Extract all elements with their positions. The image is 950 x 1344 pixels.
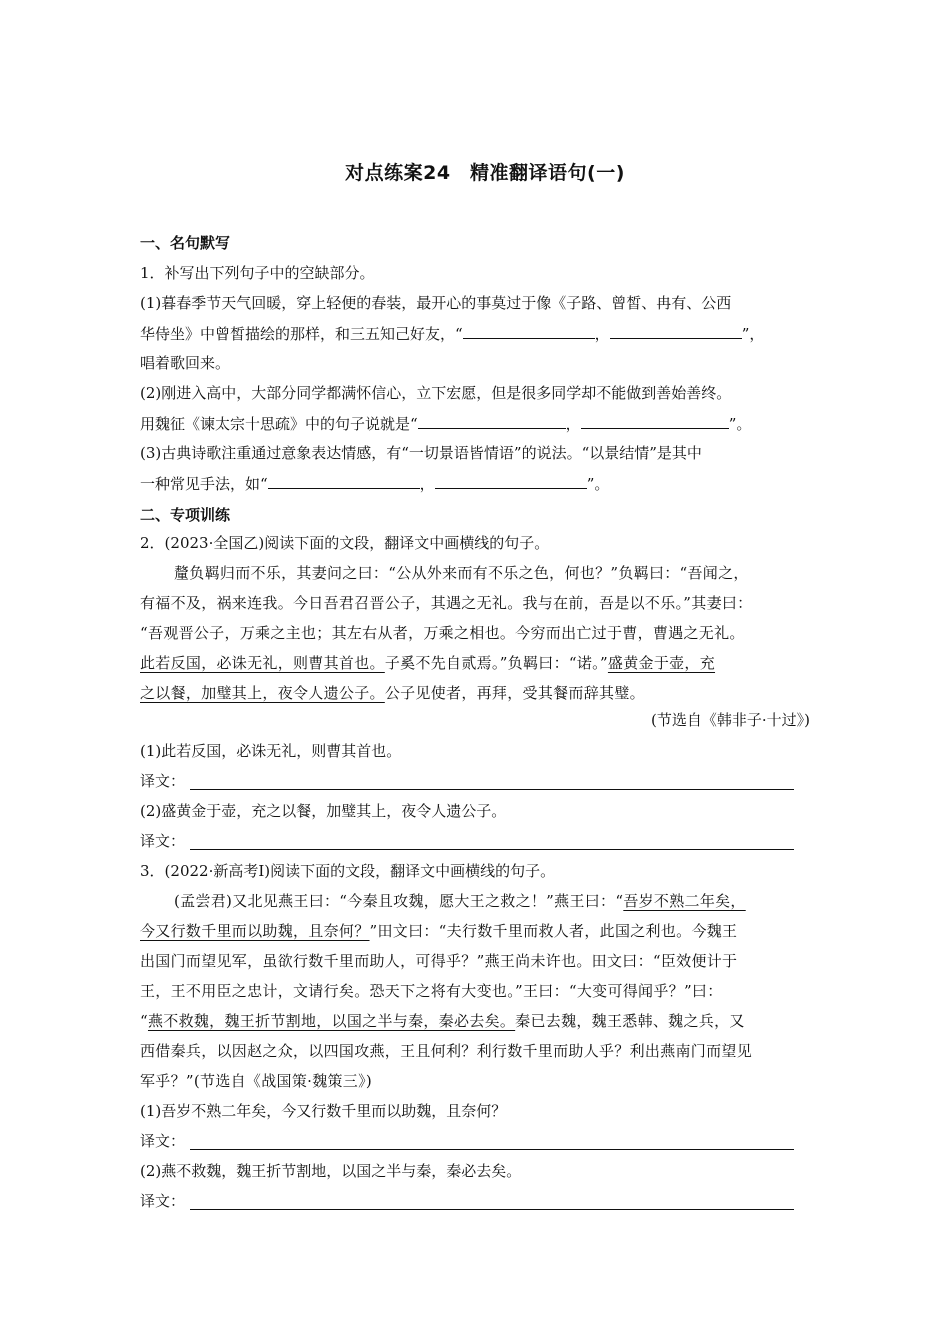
- comma: ，: [419, 475, 435, 493]
- question-text: 一种常见手法，如“: [140, 475, 268, 493]
- passage-2-line-4: [140, 653, 715, 673]
- passage-2-line-3: “吾观晋公子，万乘之主也；其左右从者，万乘之相也。今穷而出亡过于曹，曹遇之无礼。: [140, 624, 745, 642]
- underlined-sentence: 今又行数千里而以助魏，且奈何？: [140, 922, 370, 940]
- passage-text: (孟尝君)又北见燕王曰：“今秦且攻魏，愿大王之救之！”燕王曰：“: [174, 892, 624, 910]
- underlined-sentence: 此若反国，必诛无礼，则曹其首也。: [140, 654, 385, 672]
- question-3-sentence-2: (2)燕不救魏，魏王折节割地，以国之半与秦，秦必去矣。: [140, 1162, 522, 1180]
- fill-blank[interactable]: [610, 323, 742, 339]
- fill-blank[interactable]: [463, 323, 595, 339]
- passage-3-line-7: 军乎？”(节选自《战国策·魏策三》): [140, 1072, 373, 1090]
- question-1-1-line-3: 唱着歌回来。: [140, 354, 231, 372]
- underlined-sentence: 燕不救魏，魏王折节割地，以国之半与秦，秦必去矣。: [147, 1012, 516, 1030]
- passage-text: 秦已去魏，魏王悉韩、魏之兵，又: [515, 1012, 745, 1030]
- translation-label: 译文：: [140, 1192, 186, 1210]
- passage-3-line-6: 西借秦兵，以因赵之众，以四国攻燕，王且何利？利行数千里而助人乎？利出燕南门而望见: [140, 1042, 753, 1060]
- translation-answer-line[interactable]: [190, 1208, 794, 1210]
- question-text: 用魏征《谏太宗十思疏》中的句子说就是“: [140, 415, 418, 433]
- passage-2-line-5: [140, 683, 645, 703]
- quote-end: ”，: [741, 325, 765, 343]
- passage-text: 公子见使者，再拜，受其餐而辞其璧。: [384, 684, 645, 702]
- question-1-1-line-1: (1)暮春季节天气回暖，穿上轻便的春装，最开心的事莫过于像《子路、曾皙、冉有、公西: [140, 294, 732, 312]
- translation-label: 译文：: [140, 772, 186, 790]
- passage-3-line-1: [140, 891, 746, 911]
- underlined-sentence: 之以餐，加璧其上，夜令人遗公子。: [140, 684, 385, 702]
- question-text: 华侍坐》中曾皙描绘的那样，和三五知己好友，“: [140, 325, 463, 343]
- translation-answer-line[interactable]: [190, 1148, 794, 1150]
- translation-answer-line[interactable]: [190, 788, 794, 790]
- section-heading-2: 二、专项训练: [140, 506, 231, 524]
- passage-2-line-2: 有福不及，祸来连我。今日吾君召晋公子，其遇之无礼。我与在前，吾是以不乐。”其妻曰：: [140, 594, 753, 612]
- quote-end: ”。: [728, 415, 752, 433]
- passage-3-line-5: [140, 1011, 745, 1031]
- passage-3-line-4: 王，王不用臣之忠计，文请行矣。恐天下之将有大变也。”王曰：“大变可得闻乎？”曰：: [140, 982, 723, 1000]
- fill-blank[interactable]: [435, 473, 587, 489]
- comma: ，: [565, 415, 581, 433]
- underlined-sentence: 盛黄金于壶，充: [607, 654, 716, 672]
- passage-text: “: [140, 1012, 148, 1030]
- question-3-stem: 3．(2022·新高考Ⅰ)阅读下面的文段，翻译文中画横线的句子。: [140, 862, 556, 880]
- fill-blank[interactable]: [581, 413, 729, 429]
- fill-blank[interactable]: [418, 413, 566, 429]
- translation-label: 译文：: [140, 832, 186, 850]
- translation-answer-line[interactable]: [190, 848, 794, 850]
- passage-text: ”田文曰：“夫行数千里而救人者，此国之利也。今魏王: [369, 922, 738, 940]
- section-heading-1: 一、名句默写: [140, 234, 231, 252]
- underlined-sentence: 吾岁不熟二年矣，: [623, 892, 746, 910]
- passage-text: 子奚不先自贰焉。”负羁曰：“诺。”: [384, 654, 608, 672]
- quote-end: ”。: [586, 475, 610, 493]
- fill-blank[interactable]: [268, 473, 420, 489]
- question-1-2-line-2: [140, 413, 751, 434]
- question-1-1-line-2: [140, 323, 764, 344]
- question-2-stem: 2．(2023·全国乙)阅读下面的文段，翻译文中画横线的句子。: [140, 534, 550, 552]
- question-2-sentence-1: (1)此若反国，必诛无礼，则曹其首也。: [140, 742, 402, 760]
- passage-2-source: (节选自《韩非子·十过》): [651, 711, 810, 729]
- question-3-sentence-1: (1)吾岁不熟二年矣，今又行数千里而以助魏，且奈何？: [140, 1102, 507, 1120]
- page-title: 对点练案24 精准翻译语句(一): [345, 162, 625, 184]
- question-2-sentence-2: (2)盛黄金于壶，充之以餐，加璧其上，夜令人遗公子。: [140, 802, 507, 820]
- question-1-3-line-2: [140, 473, 609, 494]
- passage-2-line-1: 釐负羁归而不乐，其妻问之曰：“公从外来而有不乐之色，何也？”负羁曰：“吾闻之，: [174, 564, 749, 582]
- passage-3-line-3: 出国门而望见军，虽欲行数千里而助人，可得乎？”燕王尚未许也。田文曰：“臣效便计于: [140, 952, 738, 970]
- comma: ，: [594, 325, 610, 343]
- question-1-stem: 1．补写出下列句子中的空缺部分。: [140, 264, 375, 282]
- passage-3-line-2: [140, 921, 737, 941]
- translation-label: 译文：: [140, 1132, 186, 1150]
- question-1-3-line-1: (3)古典诗歌注重通过意象表达情感，有“一切景语皆情语”的说法。“以景结情”是其中: [140, 444, 702, 462]
- question-1-2-line-1: (2)刚进入高中，大部分同学都满怀信心，立下宏愿，但是很多同学却不能做到善始善终。: [140, 384, 732, 402]
